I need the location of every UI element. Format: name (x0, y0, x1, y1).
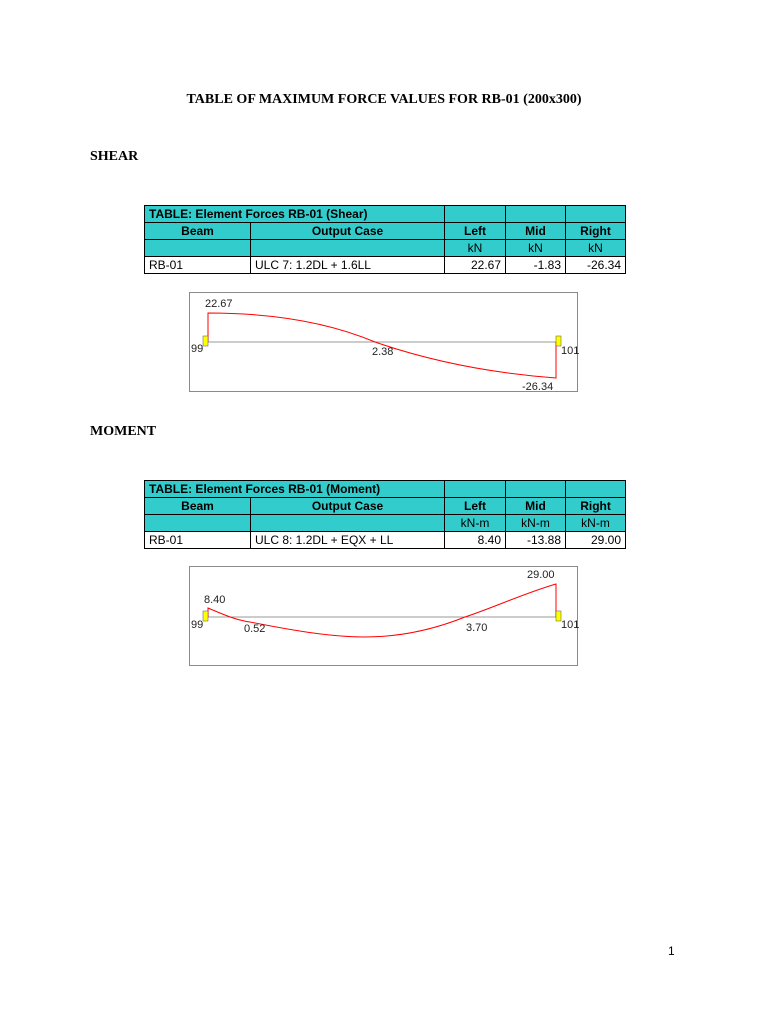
left-value-cell: 8.40 (445, 532, 506, 549)
column-header-mid: Mid (506, 223, 566, 240)
empty-cell (506, 481, 566, 498)
column-header-mid: Mid (506, 498, 566, 515)
left-support-icon (203, 336, 208, 346)
unit-cell (251, 515, 445, 532)
column-header-right: Right (566, 223, 626, 240)
start-node-label: 99 (191, 343, 204, 355)
column-header-beam: Beam (145, 498, 251, 515)
zero-crossing-label-1: 0.52 (244, 623, 266, 635)
shear-diagram-svg (190, 293, 579, 393)
unit-cell (145, 240, 251, 257)
moment-heading: MOMENT (90, 424, 157, 439)
right-value-label: 29.00 (527, 569, 555, 581)
column-header-left: Left (445, 498, 506, 515)
beam-cell: RB-01 (145, 257, 251, 274)
empty-cell (566, 481, 626, 498)
empty-cell (566, 206, 626, 223)
mid-value-cell: -13.88 (506, 532, 566, 549)
table-row (145, 257, 626, 274)
mid-value-cell: -1.83 (506, 257, 566, 274)
beam-cell: RB-01 (145, 532, 251, 549)
table-title: TABLE: Element Forces RB-01 (Shear) (145, 206, 445, 223)
mid-value-label: 2.38 (372, 346, 394, 358)
table-title-row (145, 481, 626, 498)
empty-cell (445, 206, 506, 223)
right-value-cell: -26.34 (566, 257, 626, 274)
right-value-label: -26.34 (522, 381, 554, 393)
page-number: 1 (668, 944, 675, 958)
table-title: TABLE: Element Forces RB-01 (Moment) (145, 481, 445, 498)
left-value-label: 22.67 (205, 298, 233, 310)
moment-diagram-svg (190, 567, 579, 667)
column-header-beam: Beam (145, 223, 251, 240)
column-header-left: Left (445, 223, 506, 240)
table-title-row (145, 206, 626, 223)
empty-cell (506, 206, 566, 223)
column-header-right: Right (566, 498, 626, 515)
table-header-row (145, 498, 626, 515)
table-header-row (145, 223, 626, 240)
shear-table (144, 205, 626, 274)
bending-moment-diagram (189, 566, 578, 666)
output-case-cell: ULC 8: 1.2DL + EQX + LL (251, 532, 445, 549)
shear-force-diagram (189, 292, 578, 392)
unit-cell (251, 240, 445, 257)
shear-heading: SHEAR (90, 149, 139, 164)
unit-cell (145, 515, 251, 532)
zero-crossing-label-2: 3.70 (466, 622, 488, 634)
table-row (145, 532, 626, 549)
left-support-icon (203, 611, 208, 621)
unit-cell: kN (445, 240, 506, 257)
table-units-row (145, 515, 626, 532)
left-value-label: 8.40 (204, 594, 226, 606)
column-header-output-case: Output Case (251, 498, 445, 515)
end-node-label: 101 (561, 619, 579, 631)
page-title: TABLE OF MAXIMUM FORCE VALUES FOR RB-01 (200x300) (186, 92, 582, 107)
unit-cell: kN-m (445, 515, 506, 532)
column-header-output-case: Output Case (251, 223, 445, 240)
unit-cell: kN-m (506, 515, 566, 532)
unit-cell: kN (566, 240, 626, 257)
empty-cell (445, 481, 506, 498)
output-case-cell: ULC 7: 1.2DL + 1.6LL (251, 257, 445, 274)
unit-cell: kN (506, 240, 566, 257)
moment-table (144, 480, 626, 549)
table-units-row (145, 240, 626, 257)
right-value-cell: 29.00 (566, 532, 626, 549)
start-node-label: 99 (191, 619, 204, 631)
end-node-label: 101 (561, 345, 579, 357)
unit-cell: kN-m (566, 515, 626, 532)
left-value-cell: 22.67 (445, 257, 506, 274)
